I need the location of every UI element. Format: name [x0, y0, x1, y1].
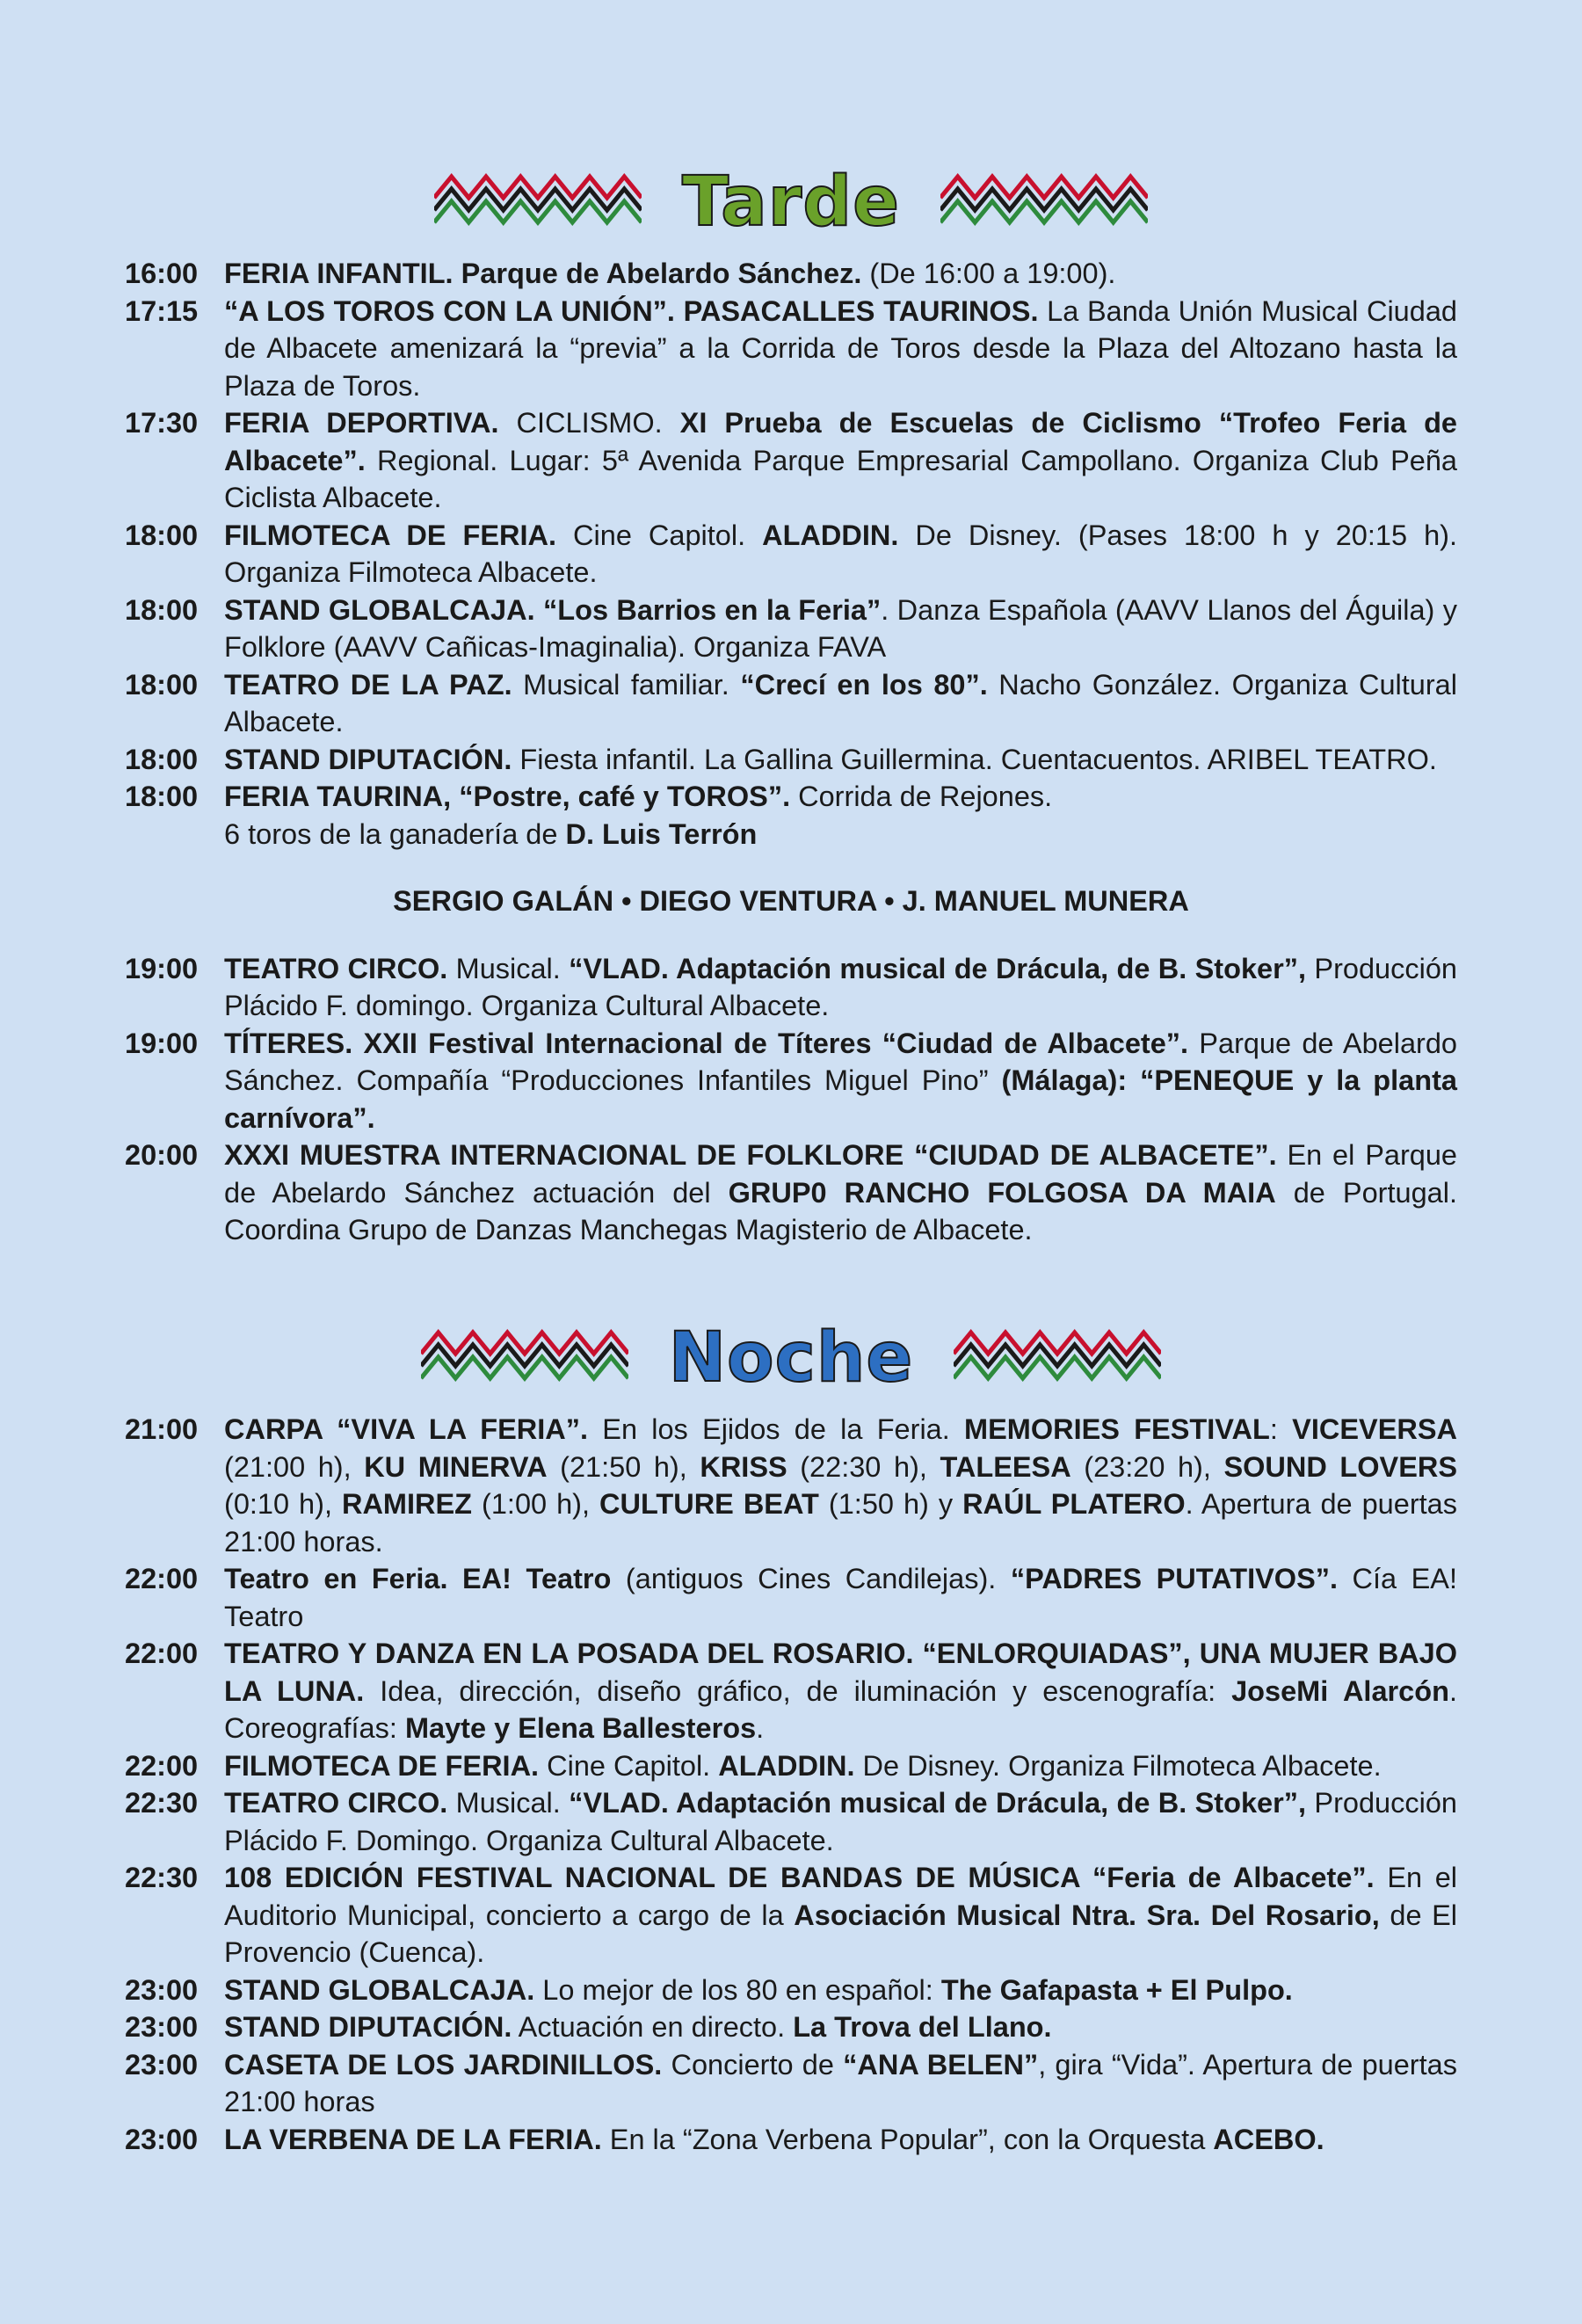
bold-text: CARPA “VIVA LA FERIA”.	[224, 1413, 589, 1445]
event-description	[224, 517, 1457, 592]
event-row	[125, 2008, 1457, 2046]
text: De Disney. Organiza Filmoteca Albacete.	[854, 1749, 1382, 1782]
text: (23:20 h),	[1070, 1450, 1224, 1483]
bold-text: ALADDIN.	[718, 1749, 855, 1782]
event-description	[224, 1635, 1457, 1747]
event-description	[224, 1411, 1457, 1560]
bold-text: TALEESA	[940, 1450, 1071, 1483]
bold-text: XXXI MUESTRA INTERNACIONAL DE FOLKLORE “CIUDAD DE ALBACETE”.	[224, 1139, 1277, 1171]
bold-text: “PADRES PUTATIVOS”.	[1010, 1563, 1339, 1594]
text: . Apertura de puertas 21:00 horas.	[224, 1488, 1458, 1558]
bold-text: FILMOTECA DE FERIA.	[224, 1749, 540, 1782]
text: de Portugal. Coordina Grupo de Danzas Manchegas Magisterio de Albacete.	[224, 1176, 1457, 1246]
text: Musical familiar.	[512, 668, 741, 701]
text: .	[756, 1712, 765, 1744]
event-row	[125, 950, 1457, 1025]
bold-text: (Málaga): “PENEQUE y la planta carnívora”.	[224, 1064, 1458, 1134]
event-time: 23:00	[125, 2011, 199, 2043]
text: (1:50 h) y	[818, 1488, 963, 1520]
bold-text: ACEBO.	[1213, 2123, 1324, 2155]
text: En la “Zona Verbena Popular”, con la Orquesta	[601, 2123, 1214, 2155]
text: Cía EA! Teatro	[224, 1563, 1457, 1632]
event-row	[125, 1972, 1457, 2009]
bold-text: FERIA INFANTIL. Parque de Abelardo Sánchez.	[224, 258, 862, 289]
event-description	[224, 778, 1457, 816]
bold-text: TEATRO CIRCO.	[224, 1787, 448, 1819]
event-time: 18:00	[125, 668, 199, 701]
text: Actuación en directo.	[512, 2011, 794, 2043]
event-row	[125, 666, 1457, 741]
event-time: 19:00	[125, 952, 199, 984]
event-row	[125, 592, 1457, 666]
bold-text: Mayte y Elena Ballesteros	[404, 1712, 757, 1744]
event-description	[224, 1972, 1457, 2009]
bold-text: TEATRO CIRCO.	[224, 952, 448, 984]
event-time: 22:30	[125, 1787, 199, 1819]
event-time: 22:00	[125, 1749, 199, 1782]
bold-text: TEATRO DE LA PAZ.	[224, 668, 512, 701]
zigzag-ornament-icon	[954, 1327, 1161, 1389]
text: (21:00 h),	[224, 1450, 365, 1483]
event-row	[125, 1025, 1457, 1137]
bold-text: XI Prueba de Escuelas de Ciclismo “Trofeo Feria de Albacete”.	[224, 407, 1457, 476]
text: (22:30 h),	[787, 1450, 940, 1483]
bold-text: TÍTERES. XXII Festival Internacional de Títeres “Ciudad de Albacete”.	[224, 1027, 1189, 1059]
event-row	[125, 1635, 1457, 1747]
event-description	[224, 404, 1457, 517]
text: (1:00 h),	[472, 1488, 599, 1520]
bold-text: RAMIREZ	[341, 1488, 473, 1520]
noche-title: Noche	[668, 1318, 914, 1398]
bold-text: TEATRO Y DANZA EN LA POSADA DEL ROSARIO. “ENLORQUIADAS”, UNA MUJER BAJO LA LUNA.	[224, 1638, 1457, 1707]
text: . Coreografías:	[224, 1674, 1457, 1744]
text: Musical.	[447, 1787, 570, 1819]
bold-text: CASETA DE LOS JARDINILLOS.	[224, 2048, 663, 2081]
event-description	[224, 950, 1457, 1025]
toros-line	[125, 816, 1457, 853]
bold-text: 108 EDICIÓN FESTIVAL NACIONAL DE BANDAS DE MÚSICA “Feria de Albacete”.	[224, 1862, 1375, 1893]
event-time: 20:00	[125, 1139, 199, 1171]
text: (antiguos Cines Candilejas).	[611, 1563, 1011, 1594]
event-row	[125, 255, 1457, 293]
text: Lo mejor de los 80 en español:	[534, 1973, 941, 2006]
bold-text: STAND DIPUTACIÓN.	[224, 2011, 512, 2043]
text: Corrida de Rejones.	[790, 781, 1053, 812]
tarde-header	[0, 154, 1582, 251]
event-row	[125, 1560, 1457, 1635]
bold-text: “ANA BELEN”	[843, 2048, 1039, 2081]
event-description	[224, 592, 1457, 666]
text: . Danza Española (AAVV Llanos del Águila) y Folklore (AAVV Cañicas-Imaginalia). Organiza FAVA	[224, 593, 1457, 663]
event-time: 16:00	[125, 258, 199, 289]
bold-text: “VLAD. Adaptación musical de Drácula, de B. Stoker”,	[569, 952, 1307, 984]
event-time: 22:30	[125, 1862, 199, 1893]
event-time: 17:15	[125, 294, 199, 327]
tarde-event-list	[125, 255, 1457, 816]
text: Nacho González. Organiza Cultural Albacete.	[224, 668, 1457, 737]
event-description	[224, 2121, 1457, 2159]
text: (De 16:00 a 19:00).	[861, 258, 1116, 289]
toreros-line: SERGIO GALÁN • DIEGO VENTURA • J. MANUEL MUNERA	[393, 885, 1189, 917]
text: , gira “Vida”. Apertura de puertas 21:00 horas	[224, 2048, 1457, 2117]
tarde-event-list-2	[125, 950, 1457, 1249]
event-row	[125, 517, 1457, 592]
bold-text: KU MINERVA	[364, 1450, 548, 1483]
text: 6 toros de la ganadería de	[224, 817, 566, 850]
event-row	[125, 293, 1457, 405]
text: (0:10 h),	[224, 1488, 342, 1520]
event-time: 18:00	[125, 743, 199, 775]
event-time: 23:00	[125, 1973, 199, 2006]
event-description	[224, 1137, 1457, 1249]
event-row	[125, 1859, 1457, 1972]
text: CICLISMO.	[498, 407, 680, 439]
text: Cine Capitol.	[539, 1749, 719, 1782]
bold-text: “VLAD. Adaptación musical de Drácula, de B. Stoker”,	[569, 1787, 1307, 1819]
event-time: 23:00	[125, 2123, 199, 2155]
bold-text: STAND GLOBALCAJA.	[224, 1973, 535, 2006]
event-time: 18:00	[125, 593, 199, 626]
bold-text: The Gafapasta + El Pulpo.	[940, 1973, 1293, 2006]
text: de El Provencio (Cuenca).	[224, 1899, 1458, 1968]
event-row	[125, 1411, 1457, 1560]
event-time: 18:00	[125, 519, 199, 551]
text: En los Ejidos de la Feria.	[588, 1413, 965, 1445]
event-time: 22:00	[125, 1563, 199, 1594]
bold-text: JoseMi Alarcón	[1231, 1674, 1449, 1707]
bold-text: MEMORIES FESTIVAL	[964, 1413, 1270, 1445]
bold-text: ALADDIN.	[762, 519, 899, 551]
event-time: 17:30	[125, 407, 199, 439]
event-row	[125, 2046, 1457, 2121]
bold-text: RAÚL PLATERO	[962, 1488, 1186, 1520]
event-description	[224, 2046, 1457, 2121]
text: Parque de Abelardo Sánchez. Compañía “Producciones Infantiles Miguel Pino”	[224, 1027, 1457, 1096]
bold-text: La Trova del Llano.	[793, 2011, 1052, 2043]
event-description	[224, 666, 1457, 741]
event-row	[125, 1784, 1457, 1859]
event-row	[125, 1747, 1457, 1785]
bold-text: KRISS	[700, 1450, 787, 1483]
text: Regional. Lugar: 5ª Avenida Parque Empresarial Campollano. Organiza Club Peña Ciclista Albacete.	[224, 444, 1457, 513]
event-time: 23:00	[125, 2048, 199, 2081]
event-description	[224, 1747, 1457, 1785]
text: En el Auditorio Municipal, concierto a cargo de la	[224, 1862, 1457, 1931]
bold-text: STAND GLOBALCAJA. “Los Barrios en la Feria”	[224, 593, 882, 626]
bold-text: D. Luis Terrón	[565, 817, 758, 850]
event-description	[224, 2008, 1457, 2046]
text: Cine Capitol.	[556, 519, 763, 551]
text: Producción Plácido F. Domingo. Organiza Cultural Albacete.	[224, 1787, 1458, 1856]
text: (21:50 h),	[547, 1450, 700, 1483]
bold-text: LA VERBENA DE LA FERIA.	[224, 2123, 602, 2155]
event-row	[125, 778, 1457, 816]
text: En el Parque de Abelardo Sánchez actuación del	[224, 1139, 1458, 1209]
event-row	[125, 1137, 1457, 1249]
event-row	[125, 2121, 1457, 2159]
event-description	[224, 1784, 1457, 1859]
bold-text: FERIA DEPORTIVA.	[224, 407, 499, 439]
text: Producción Plácido F. domingo. Organiza Cultural Albacete.	[224, 952, 1458, 1021]
tarde-events	[125, 255, 1457, 1249]
bold-text: SOUND LOVERS	[1223, 1450, 1458, 1483]
zigzag-ornament-icon	[421, 1327, 628, 1389]
bold-text: VICEVERSA	[1292, 1413, 1457, 1445]
text: Musical.	[447, 952, 570, 984]
text: La Banda Unión Musical Ciudad de Albacete amenizará la “previa” a la Corrida de Toros desde la Plaza del Altozano hasta la Plaza de Toros.	[224, 294, 1457, 402]
event-row	[125, 741, 1457, 779]
bold-text: “Crecí en los 80”.	[740, 668, 988, 701]
bold-text: GRUP0 RANCHO FOLGOSA DA MAIA	[728, 1176, 1276, 1209]
zigzag-ornament-icon	[434, 171, 642, 233]
event-row	[125, 404, 1457, 517]
event-time: 18:00	[125, 781, 199, 812]
noche-events	[125, 1411, 1457, 2158]
bold-text: FERIA TAURINA, “Postre, café y TOROS”.	[224, 781, 791, 812]
noche-event-list	[125, 1411, 1457, 2158]
text: :	[1269, 1413, 1293, 1445]
event-description	[224, 1560, 1457, 1635]
event-description	[224, 255, 1457, 293]
bold-text: Asociación Musical Ntra. Sra. Del Rosario,	[794, 1899, 1380, 1931]
event-time: 19:00	[125, 1027, 199, 1059]
bold-text: CULTURE BEAT	[599, 1488, 819, 1520]
noche-header	[0, 1310, 1582, 1406]
tarde-title: Tarde	[682, 163, 900, 242]
event-time: 22:00	[125, 1638, 199, 1669]
text: De Disney. (Pases 18:00 h y 20:15 h). Organiza Filmoteca Albacete.	[224, 519, 1457, 588]
event-description	[224, 293, 1457, 405]
event-description	[224, 1859, 1457, 1972]
bold-text: STAND DIPUTACIÓN.	[224, 743, 512, 775]
text: Concierto de	[662, 2048, 844, 2081]
event-description	[224, 741, 1457, 779]
bold-text: “A LOS TOROS CON LA UNIÓN”. PASACALLES TAURINOS.	[224, 294, 1039, 327]
event-description	[224, 1025, 1457, 1137]
text: Fiesta infantil. La Gallina Guillermina. Cuentacuentos. ARIBEL TEATRO.	[512, 743, 1437, 775]
event-time: 21:00	[125, 1413, 199, 1445]
bold-text: Teatro en Feria. EA! Teatro	[224, 1563, 612, 1594]
text: Idea, dirección, diseño gráfico, de iluminación y escenografía:	[364, 1674, 1232, 1707]
bold-text: FILMOTECA DE FERIA.	[224, 519, 557, 551]
zigzag-ornament-icon	[940, 171, 1148, 233]
